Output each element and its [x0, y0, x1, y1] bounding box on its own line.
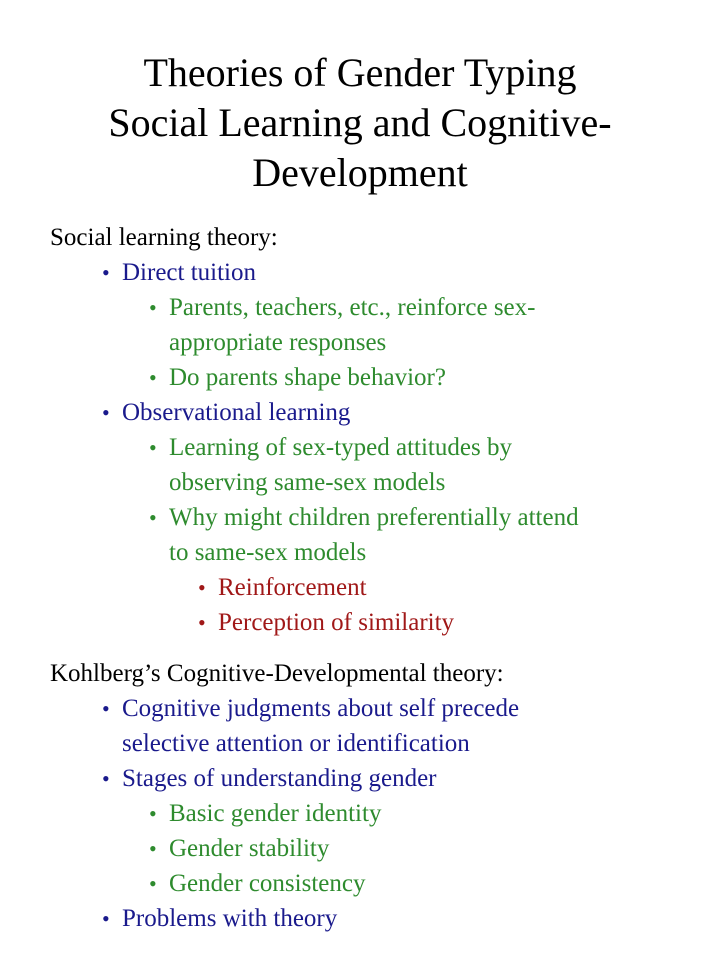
title-line-1: Theories of Gender Typing [143, 50, 577, 95]
bullet-item [149, 500, 579, 535]
bullet-text: Learning of sex-typed attitudes by [169, 434, 512, 461]
bullet-item [102, 901, 337, 936]
bullet-icon: • [149, 435, 157, 460]
bullet-text: Reinforcement [218, 574, 367, 601]
bullet-text: Direct tuition [122, 259, 256, 286]
section-heading-social-learning: Social learning theory: [50, 224, 278, 251]
bullet-icon: • [149, 871, 157, 896]
bullet-text: Stages of understanding gender [122, 765, 437, 792]
bullet-item [102, 395, 350, 430]
bullet-icon: • [102, 400, 110, 425]
bullet-continuation: observing same-sex models [169, 469, 446, 496]
bullet-text: Why might children preferentially attend [169, 504, 579, 531]
bullet-text: Basic gender identity [169, 800, 382, 827]
section-heading-kohlberg: Kohlberg’s Cognitive-Developmental theory: [50, 660, 504, 687]
title-line-2: Social Learning and Cognitive- [108, 100, 612, 145]
title-line-3: Development [252, 150, 468, 195]
bullet-icon: • [102, 906, 110, 931]
bullet-text: Observational learning [122, 399, 351, 426]
bullet-item [149, 866, 365, 901]
bullet-text: Do parents shape behavior? [169, 364, 446, 391]
bullet-item [149, 430, 512, 465]
bullet-icon: • [149, 365, 157, 390]
bullet-icon: • [149, 836, 157, 861]
bullet-item [149, 290, 535, 325]
bullet-icon: • [149, 801, 157, 826]
bullet-continuation: selective attention or identification [122, 730, 470, 757]
bullet-text: Cognitive judgments about self precede [122, 695, 520, 722]
bullet-icon: • [102, 696, 110, 721]
slide-title [0, 48, 720, 198]
bullet-item [102, 255, 256, 290]
bullet-icon: • [102, 260, 110, 285]
bullet-item [198, 605, 454, 640]
bullet-text: Gender consistency [169, 870, 366, 897]
bullet-continuation: appropriate responses [169, 329, 387, 356]
bullet-item [102, 691, 519, 726]
bullet-text: Problems with theory [122, 905, 338, 932]
bullet-icon: • [149, 505, 157, 530]
bullet-icon: • [198, 610, 206, 635]
bullet-item [149, 360, 446, 395]
bullet-item [102, 761, 437, 796]
bullet-text: Gender stability [169, 835, 330, 862]
bullet-icon: • [198, 575, 206, 600]
bullet-item [149, 796, 381, 831]
bullet-item [149, 831, 329, 866]
bullet-item [198, 570, 367, 605]
bullet-text: Perception of similarity [218, 609, 455, 636]
bullet-text: Parents, teachers, etc., reinforce sex- [169, 294, 536, 321]
bullet-icon: • [149, 295, 157, 320]
bullet-icon: • [102, 766, 110, 791]
bullet-continuation: to same-sex models [169, 539, 367, 566]
